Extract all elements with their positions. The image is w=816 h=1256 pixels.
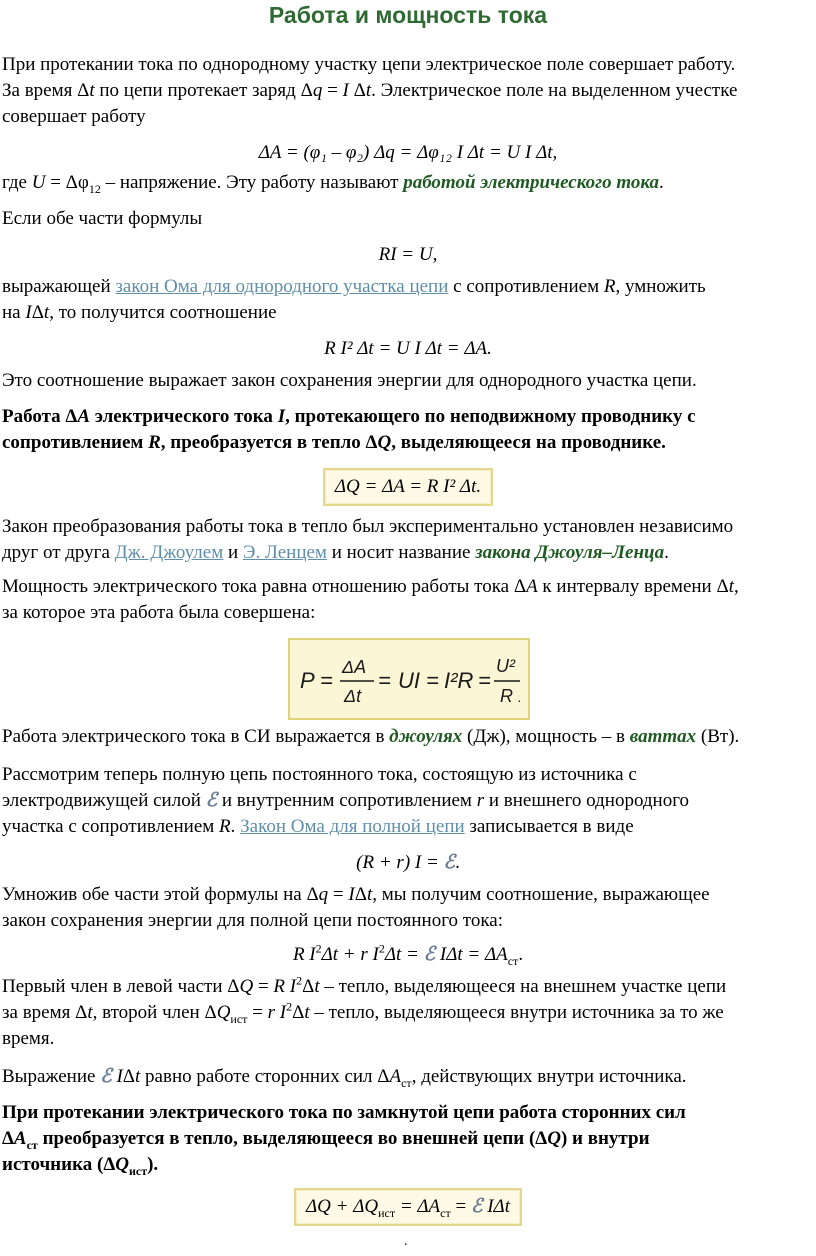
text-line: источника $(\Delta Q_{ист})$.	[2, 1154, 159, 1178]
fraction-numerator: U²	[496, 656, 515, 676]
formula-full-energy: R $I^2\Delta t + r$ $I^2\Delta t$ = ℰ $I\Delta t = \Delta A_{ст}$.	[292, 941, 524, 968]
highlight-box: $\Delta Q + \Delta Q_{ист} = \Delta A_{ст}$ = ℰ IΔt	[294, 1188, 522, 1226]
text-line: $\Delta A_{ст}$ преобразуется в тепло, выделяющееся во внешней цепи (ΔQ) и внутри	[2, 1128, 650, 1152]
formula-full-ohm: (R + r) I = ℰ.	[356, 852, 460, 873]
formula-ohm: RI = U,	[378, 244, 438, 265]
text-line: сопротивлением R, преобразуется в тепло ΔQ, выделяющееся на проводнике.	[2, 432, 666, 453]
text-line: Рассмотрим теперь полную цепь постоянного тока, состоящую из источника с	[2, 764, 637, 785]
text-line: электродвижущей силой ℰ и внутренним сопротивлением r и внешнего однородного	[2, 790, 690, 811]
ui-term: UI	[398, 668, 420, 693]
emf-icon: ℰ	[100, 1066, 112, 1087]
paragraph-multiply	[2, 882, 814, 934]
text-line: При протекании электрического тока по замкнутой цепи работа сторонних сил	[2, 1102, 686, 1123]
fraction-denominator: R	[500, 686, 513, 706]
paragraph-power	[2, 574, 814, 626]
text-line: друг от друга Дж. Джоулем и Э. Ленцем и носит название закона Джоуля–Ленца.	[2, 542, 669, 563]
paragraph-conservation: Это соотношение выражает закон сохранения энергии для однородного участка цепи.	[2, 370, 697, 391]
paragraph-full-circuit	[2, 762, 814, 840]
term-work-of-current: работой электрического тока	[403, 172, 660, 193]
text-line: При протекании тока по однородному участку цепи электрическое поле совершает работу.	[2, 54, 736, 75]
text-line: Работа ΔA электрического тока I, протекающего по неподвижному проводнику с	[2, 406, 696, 427]
paragraph-joule-lenz	[2, 514, 814, 566]
text-line: Умножив обе части этой формулы на Δq = IΔt, мы получим соотношение, выражающее	[2, 884, 710, 905]
fraction-numerator: ΔA	[342, 657, 367, 677]
text-line: выражающей закон Ома для однородного участка цепи с сопротивлением R, умножить	[2, 276, 706, 297]
period: .	[518, 689, 522, 705]
emf-icon: ℰ	[443, 852, 456, 873]
emf-icon: ℰ	[423, 944, 436, 965]
formula-energy: R I² Δt = U I Δt = ΔA.	[324, 338, 492, 359]
term-watts: ваттах	[629, 726, 697, 747]
link-lenz[interactable]: Э. Ленцем	[242, 542, 327, 563]
text-line: на IΔt, то получится соотношение	[2, 302, 277, 323]
highlight-box: ΔQ = ΔA = R I² Δt.	[323, 468, 493, 506]
equals-sign: =	[378, 668, 391, 693]
text-line: участка с сопротивлением R. Закон Ома для полной цепи записывается в виде	[2, 816, 634, 837]
paragraph-work-intro	[2, 52, 814, 130]
link-ohm-law-segment[interactable]: закон Ома для однородного участка цепи	[115, 276, 449, 297]
term-joule-lenz-law: закона Джоуля–Ленца	[475, 542, 665, 563]
emf-icon: ℰ	[205, 790, 218, 811]
term-joules: джоулях	[389, 726, 463, 747]
formula-closed-circuit	[0, 1188, 816, 1226]
text-line: время.	[2, 1028, 55, 1049]
paragraph-voltage: где $U = \Delta\varphi_{12}$ – напряжение. Эту работу называют работой электрического тока.	[2, 172, 664, 196]
link-ohm-law-full[interactable]: Закон Ома для полной цепи	[240, 816, 465, 837]
end-dot: .	[404, 1234, 408, 1249]
text-line: Первый член в левой части ΔQ = R $I^2\Delta t$ – тепло, выделяющееся на внешнем участке цепи	[2, 973, 727, 997]
text-line: за которое эта работа была совершена:	[2, 602, 316, 623]
formula-heat	[0, 468, 816, 506]
paragraph-closed-circuit	[2, 1100, 814, 1178]
page-title: Работа и мощность тока	[268, 2, 548, 28]
formula-work: ΔA = (φ₁ – φ₂) Δq = Δφ₁₂ I Δt = U I Δt,	[258, 142, 558, 163]
paragraph-emf-work: Выражение ℰ IΔt равно работе сторонних сил $\Delta A_{ст}$, действующих внутри источника.	[2, 1066, 687, 1090]
formula-power-image	[288, 638, 530, 720]
link-joule[interactable]: Дж. Джоулем	[114, 542, 224, 563]
equals-sign: =	[478, 668, 491, 693]
i2r-term: I²R	[444, 668, 474, 693]
emf-icon: ℰ	[470, 1196, 483, 1217]
text-line: За время Δt по цепи протекает заряд Δq = I Δt. Электрическое поле на выделенном учестке	[2, 80, 738, 101]
paragraph-heat-statement	[2, 404, 814, 456]
paragraph-terms	[2, 974, 814, 1052]
equals-sign: =	[426, 668, 439, 693]
power-symbol: P	[300, 668, 315, 693]
fraction-denominator: Δt	[344, 686, 362, 706]
text-line: Закон преобразования работы тока в тепло был экспериментально установлен независимо	[2, 516, 734, 537]
text-line: закон сохранения энергии для полной цепи постоянного тока:	[2, 910, 504, 931]
equals-sign: =	[320, 668, 333, 693]
paragraph-ohm	[2, 274, 814, 326]
text-line: за время Δt, второй член $\Delta Q_{ист} = r$ $I^2\Delta t$ – тепло, выделяющееся внутри источника за то же	[2, 999, 724, 1026]
text-line: Мощность электрического тока равна отношению работы тока ΔA к интервалу времени Δt,	[2, 576, 739, 597]
paragraph-units: Работа электрического тока в СИ выражается в джоулях (Дж), мощность – в ваттах (Вт).	[2, 726, 740, 747]
paragraph-formula-intro: Если обе части формулы	[2, 208, 203, 229]
text-line: совершает работу	[2, 106, 146, 127]
